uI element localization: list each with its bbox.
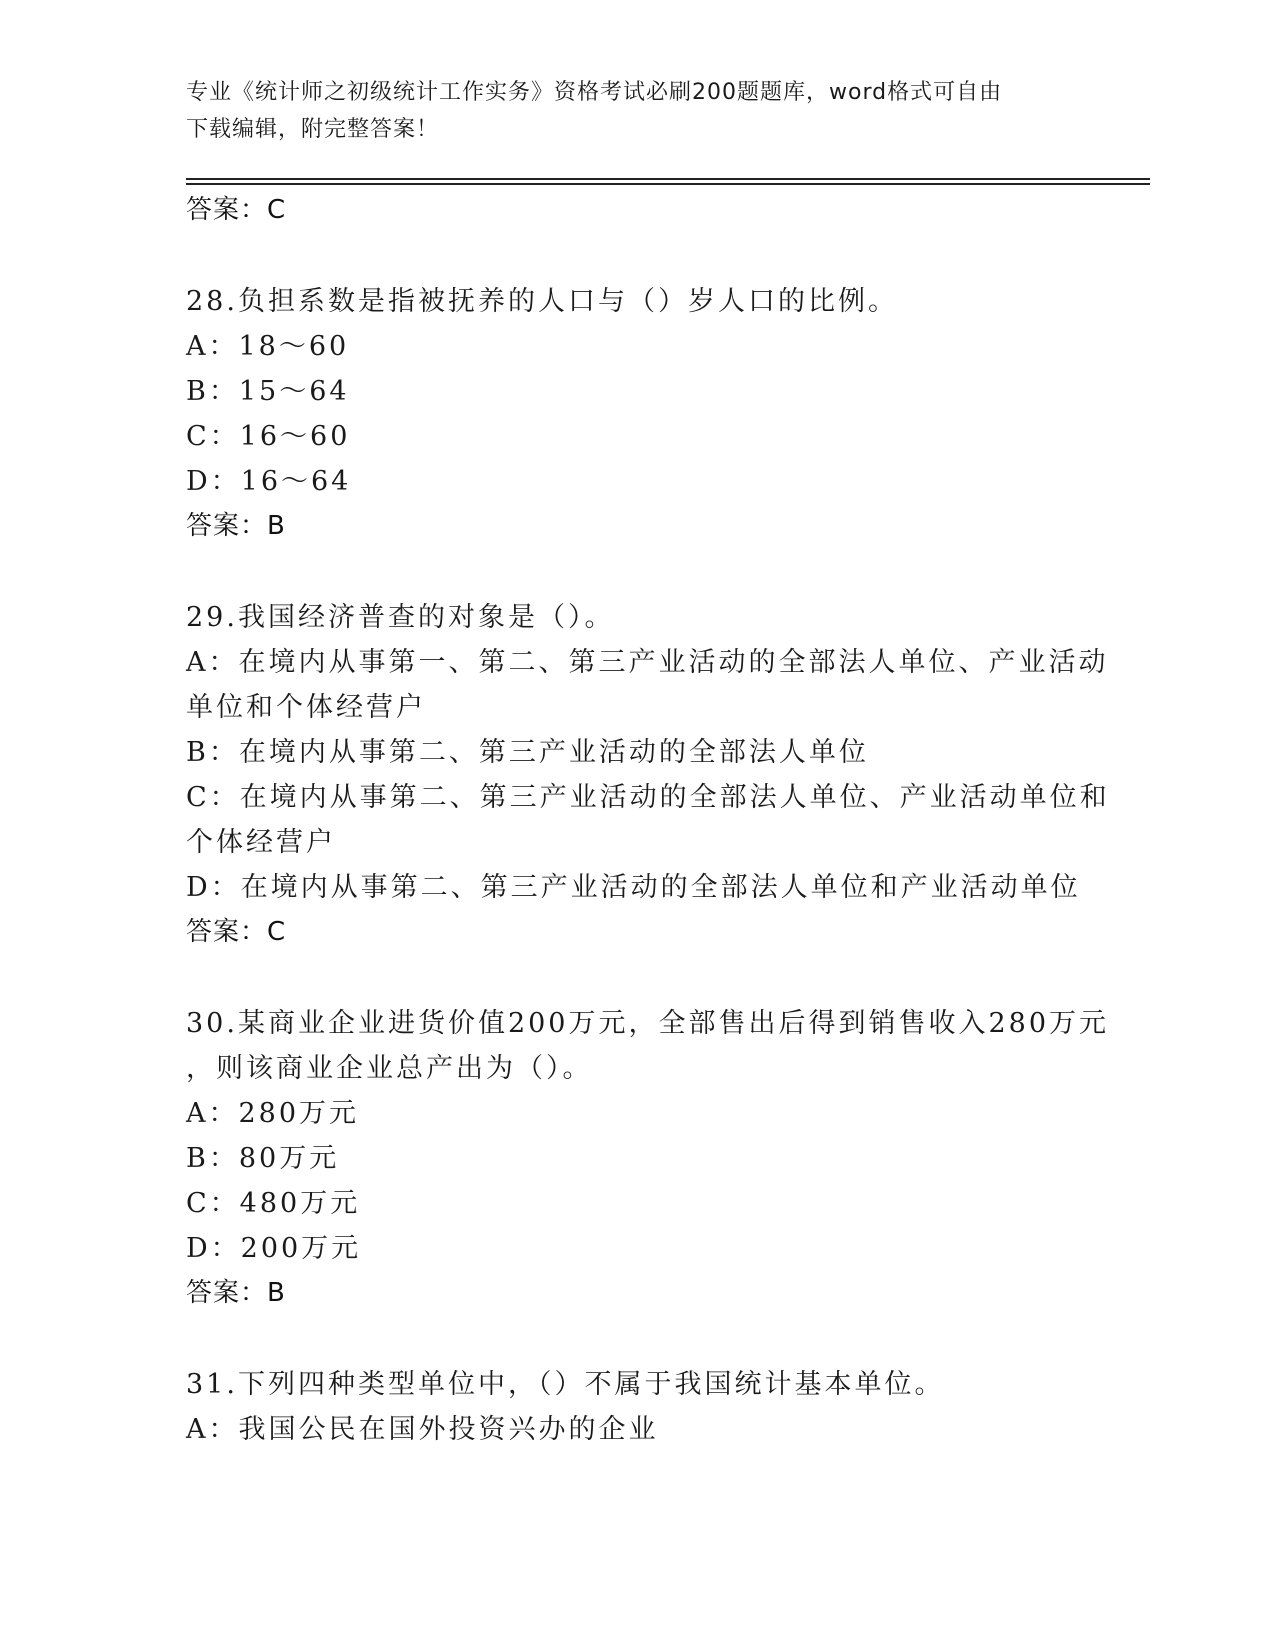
option-c-continued: 个体经营户: [186, 827, 336, 858]
option-c: C：480万元: [186, 1188, 361, 1219]
option-c: C：16～60: [186, 421, 351, 452]
document-header: [186, 74, 1066, 148]
option-d: D：200万元: [186, 1233, 362, 1264]
option-b: B：在境内从事第二、第三产业活动的全部法人单位: [186, 737, 869, 768]
spacer: [186, 1316, 1086, 1362]
header-line-2: 下载编辑，附完整答案！: [186, 117, 440, 142]
header-divider-bottom: [186, 183, 1150, 185]
question-text: 31.下列四种类型单位中，（）不属于我国统计基本单位。: [186, 1369, 945, 1400]
header-divider-top: [186, 178, 1150, 180]
question-29: [186, 595, 1110, 955]
previous-answer: 答案：C: [186, 195, 287, 225]
answer: 答案：B: [186, 1278, 286, 1308]
question-text: 30.某商业企业进货价值200万元，全部售出后得到销售收入280万元: [186, 1008, 1110, 1039]
question-30: [186, 1001, 1110, 1316]
option-d: D：16～64: [186, 466, 352, 497]
spacer: [186, 233, 1086, 279]
option-a: A：我国公民在国外投资兴办的企业: [186, 1414, 659, 1445]
option-a: A：280万元: [186, 1098, 360, 1129]
option-a: A：18～60: [186, 331, 350, 362]
question-28: [186, 279, 1086, 549]
spacer: [186, 955, 1086, 1001]
question-list: [186, 188, 1110, 1452]
question-text: 28.负担系数是指被抚养的人口与（）岁人口的比例。: [186, 286, 898, 317]
option-b: B：15～64: [186, 376, 350, 407]
option-b: B：80万元: [186, 1143, 340, 1174]
answer: 答案：B: [186, 511, 286, 541]
question-text-continued: ，则该商业企业总产出为（）。: [186, 1053, 593, 1084]
header-line-1: 专业《统计师之初级统计工作实务》资格考试必刷200题题库，word格式可自由: [186, 80, 1003, 105]
option-d: D：在境内从事第二、第三产业活动的全部法人单位和产业活动单位: [186, 872, 1081, 903]
question-text: 29.我国经济普查的对象是（）。: [186, 602, 615, 633]
answer: 答案：C: [186, 917, 287, 947]
option-a-continued: 单位和个体经营户: [186, 692, 426, 723]
question-31: [186, 1362, 1086, 1452]
spacer: [186, 549, 1086, 595]
option-a: A：在境内从事第一、第二、第三产业活动的全部法人单位、产业活动: [186, 647, 1109, 678]
option-c: C：在境内从事第二、第三产业活动的全部法人单位、产业活动单位和: [186, 782, 1110, 813]
